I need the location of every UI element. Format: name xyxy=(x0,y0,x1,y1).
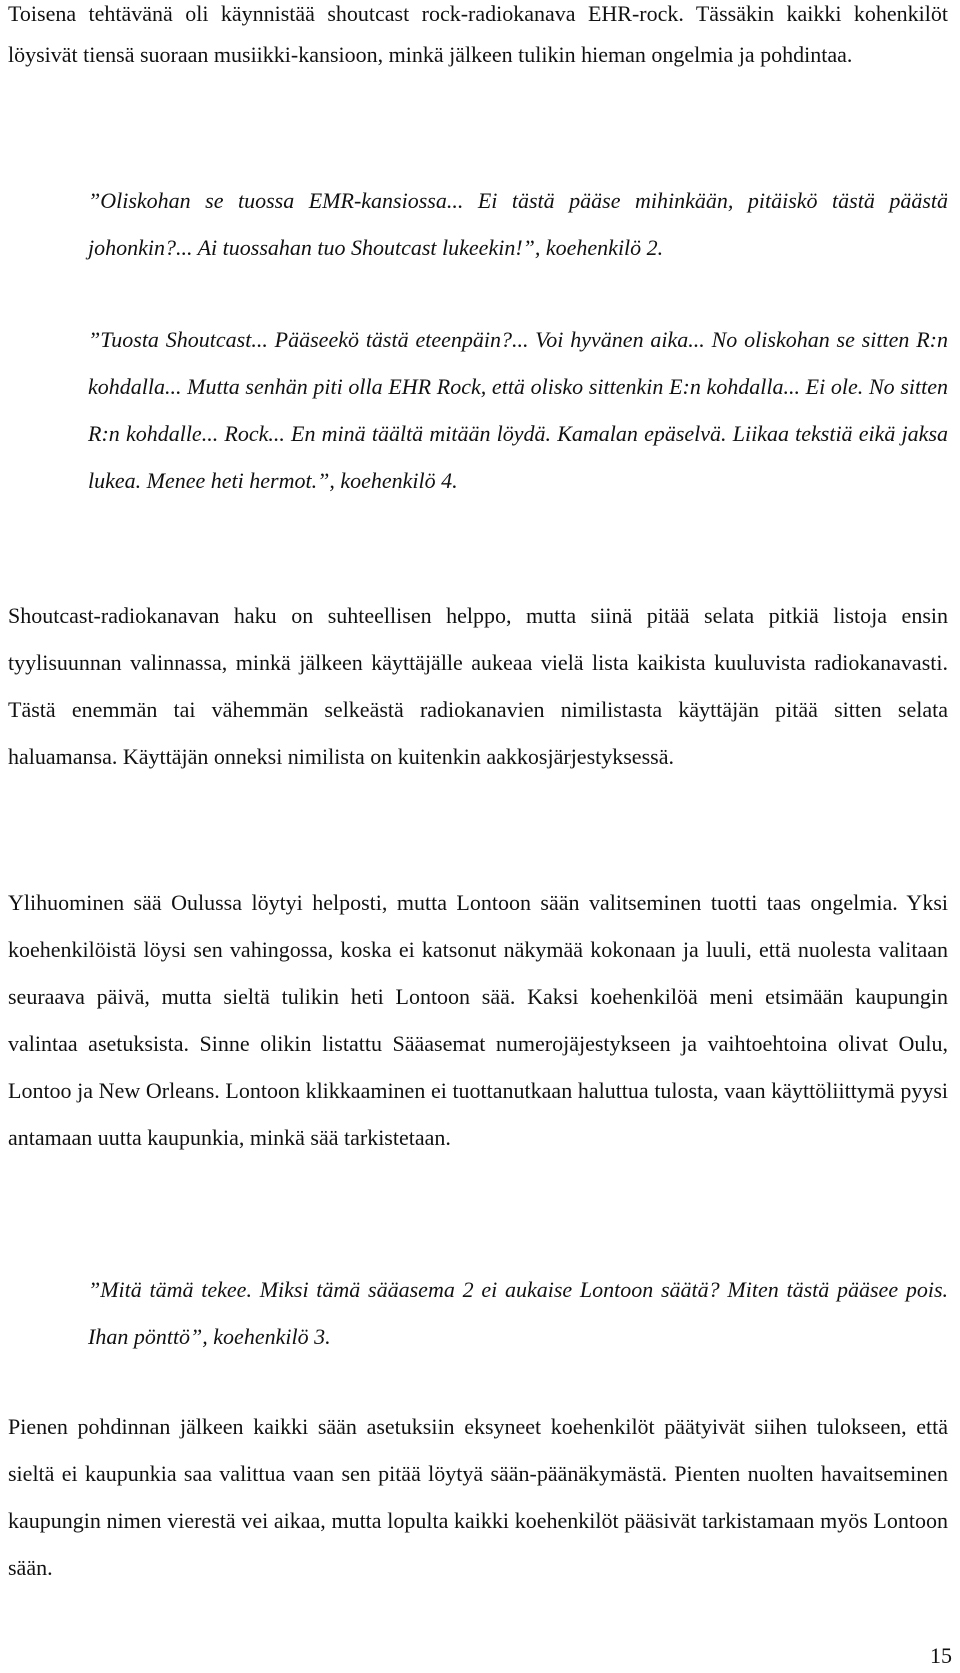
quote-participant-4: ”Tuosta Shoutcast... Pääseekö tästä eteenpäin?... Voi hyvänen aika... No oliskohan se sitten R:n kohdalla... Mutta senhän piti olla EHR Rock, että olisko sittenkin E:n kohdalla... Ei ole. No sitten R:n kohdalle... Rock... En minä täältä mitään löydä. Kamalan epäselvä. Liikaa tekstiä eikä jaksa lukea. Menee heti hermot.”, koehenkilö 4. xyxy=(88,327,948,493)
paragraph-shoutcast-task: Toisena tehtävänä oli käynnistää shoutcast rock-radiokanava EHR-rock. Tässäkin kaikki kohenkilöt löysivät tiensä suoraan musiikki-kansioon, minkä jälkeen tulikin hieman ongelmia ja pohdintaa. xyxy=(8,1,948,67)
quote-participant-3: ”Mitä tämä tekee. Miksi tämä sääasema 2 ei aukaise Lontoon säätä? Miten tästä pääsee pois. Ihan pönttö”, koehenkilö 3. xyxy=(88,1277,948,1349)
paragraph-weather-selection: Ylihuominen sää Oulussa löytyi helposti, mutta Lontoon sään valitseminen tuotti taas ongelmia. Yksi koehenkilöistä löysi sen vahingossa, koska ei katsonut näkymää kokonaan ja luuli, että nuolesta valitaan seuraava päivä, mutta sieltä tulikin heti Lontoon sää. Kaksi koehenkilöä meni etsimään kaupungin valintaa asetuksista. Sinne olikin listattu Sääasemat numerojäjestykseen ja vaihtoehtoina olivat Oulu, Lontoo ja New Orleans. Lontoon klikkaaminen ei tuottanutkaan haluttua tulosta, vaan käyttöliittymä pyysi antamaan uutta kaupunkia, minkä sää tarkistetaan. xyxy=(8,890,948,1150)
quote-participant-2: ”Oliskohan se tuossa EMR-kansiossa... Ei tästä pääse mihinkään, pitäiskö tästä päästä johonkin?... Ai tuossahan tuo Shoutcast lukeekin!”, koehenkilö 2. xyxy=(88,188,948,260)
paragraph-weather-conclusion: Pienen pohdinnan jälkeen kaikki sään asetuksiin eksyneet koehenkilöt päätyivät siihen tulokseen, että sieltä ei kaupunkia saa valittua vaan sen pitää löytyä sään-päänäkymästä. Pienten nuolten havaitseminen kaupungin nimen vierestä vei aikaa, mutta lopulta kaikki koehenkilöt pääsivät tarkistamaan myös Lontoon sään. xyxy=(8,1414,948,1580)
paragraph-shoutcast-search: Shoutcast-radiokanavan haku on suhteellisen helppo, mutta siinä pitää selata pitkiä listoja ensin tyylisuunnan valinnassa, minkä jälkeen käyttäjälle aukeaa vielä lista kaikista kuuluvista radiokanavasti. Tästä enemmän tai vähemmän selkeästä radiokanavien nimilistasta käyttäjän pitää sitten selata haluamansa. Käyttäjän onneksi nimilista on kuitenkin aakkosjärjestyksessä. xyxy=(8,603,948,769)
page-number: 15 xyxy=(930,1643,952,1668)
